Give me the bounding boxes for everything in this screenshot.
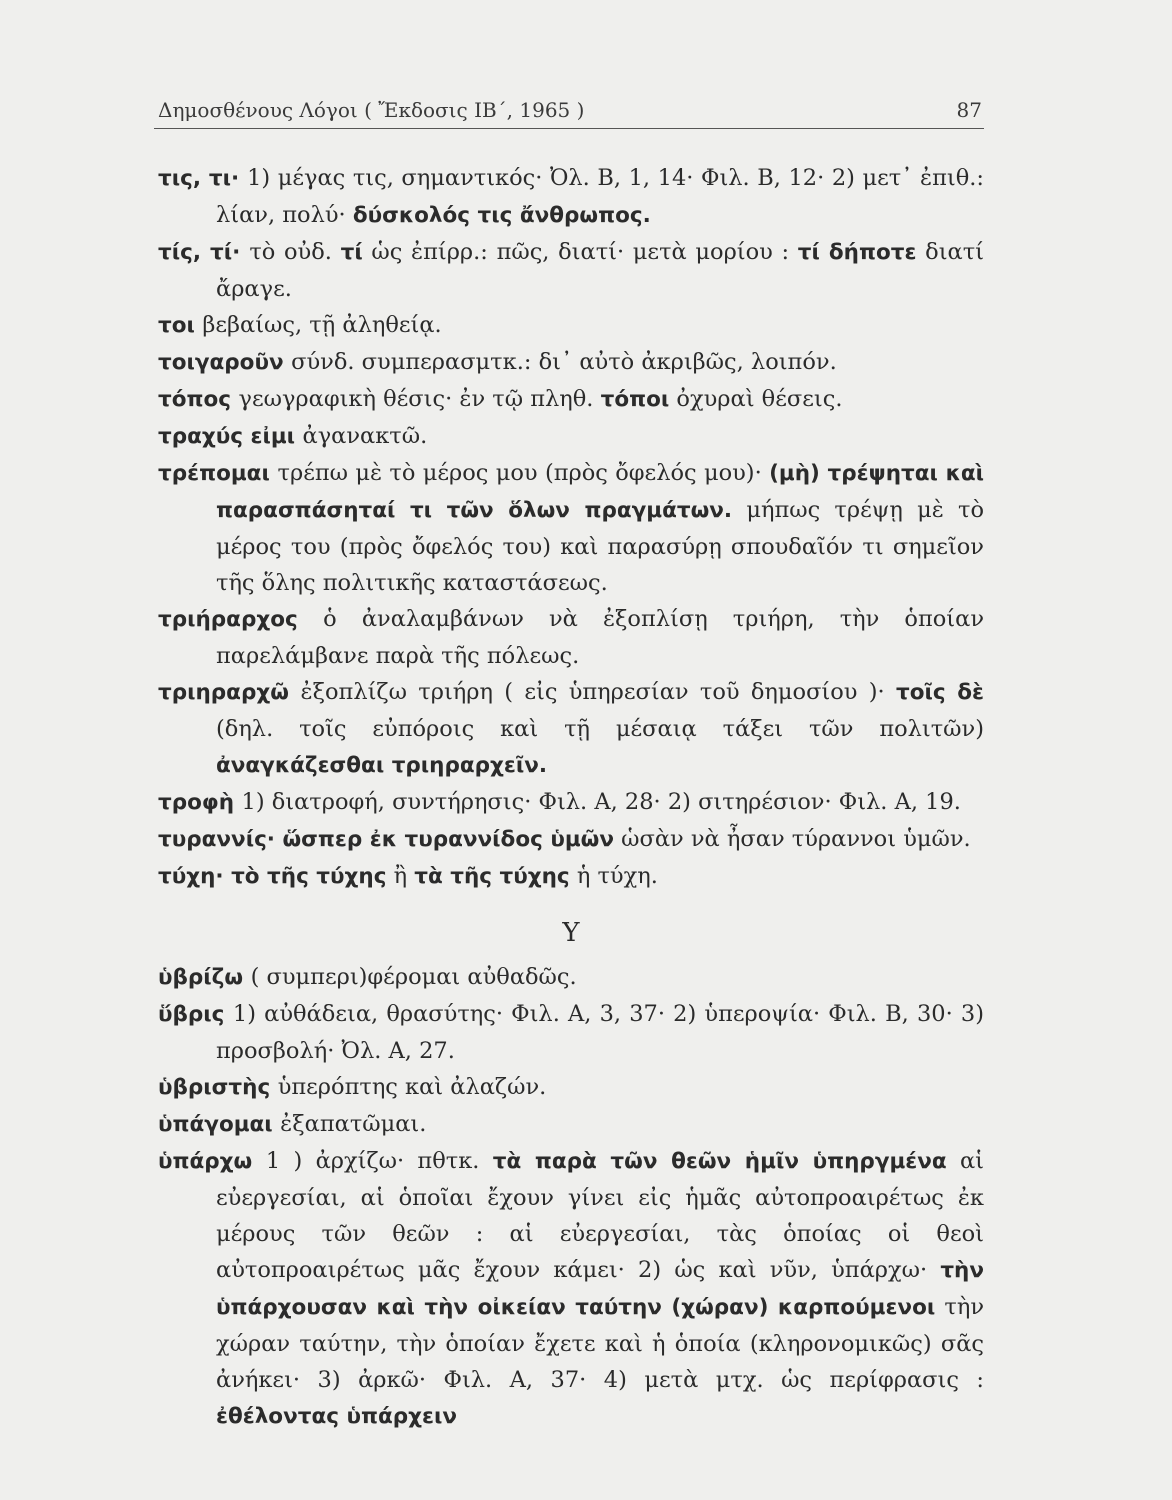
entry-tyche: τύχη· τὸ τῆς τύχης ἢ τὰ τῆς τύχης ἡ τύχη. <box>158 863 658 889</box>
glossary-body <box>158 160 984 1435</box>
entry-hybristes: ὑβριστὴς ὑπερόπτης καὶ ἀλαζών. <box>158 1074 547 1100</box>
running-head <box>158 98 982 122</box>
entry-hybris: ὕβρις 1) αὐθάδεια, θρασύτης· Φιλ. Α, 3, 37· 2) ὑπεροψία· Φιλ. Β, 30· 3) προσβολή· Ὀλ. Α, 27. <box>158 1001 984 1064</box>
header-rule <box>154 128 984 129</box>
entry-trepomai: τρέπομαι τρέπω μὲ τὸ μέρος μου (πρὸς ὄφελός μου)· (μὴ) τρέψηται καὶ παρασπάσηταί τι τῶν ὅλων πραγμάτων. μήπως τρέψῃ μὲ τὸ μέρος του (πρὸς ὄφελός του) καὶ παρασύρῃ σπουδαῖόν τι σημεῖον τῆς ὅλης πολιτικῆς καταστάσεως. <box>158 460 984 596</box>
entry-hyparcho: ὑπάρχω 1 ) ἀρχίζω· πθτκ. τὰ παρὰ τῶν θεῶν ἡμῖν ὑπηργμένα αἱ εὐεργεσίαι, αἱ ὁποῖαι ἔχουν γίνει εἰς ἡμᾶς αὐτοπροαιρέτως ἐκ μέρους τῶν θεῶν : αἱ εὐεργεσίαι, τὰς ὁποίας οἱ θεοὶ αὐτοπροαιρέτως μᾶς ἔχουν κάμει· 2) ὡς καὶ νῦν, ὑπάρχω· τὴν ὑπάρχουσαν καὶ τὴν οἰκείαν ταύτην (χώραν) καρπούμενοι τὴν χώραν ταύτην, τὴν ὁποίαν ἔχετε καὶ ἡ ὁποία (κληρονομικῶς) σᾶς ἀνήκει· 3) ἀρκῶ· Φιλ. Α, 37· 4) μετὰ μτχ. ὡς περίφρασις : ἐθέλοντας ὑπάρχειν <box>158 1148 984 1429</box>
entry-topos: τόπος γεωγραφικὴ θέσις· ἐν τῷ πληθ. τόποι ὀχυραὶ θέσεις. <box>158 386 843 412</box>
entry-tyrannis: τυραννίς· ὥσπερ ἐκ τυραννίδος ὑμῶν ὡσὰν νὰ ἦσαν τύραννοι ὑμῶν. <box>158 826 971 852</box>
section-letter-upsilon: Υ <box>562 918 580 948</box>
entry-trierarcho: τριηραρχῶ ἐξοπλίζω τριήρη ( εἰς ὑπηρεσίαν τοῦ δημοσίου )· τοῖς δὲ (δηλ. τοῖς εὐπόροις καὶ τῇ μέσαιᾳ τάξει τῶν πολιτῶν) ἀναγκάζεσθαι τριηραρχεῖν. <box>158 679 985 778</box>
entry-trachys: τραχύς εἰμι ἀγανακτῶ. <box>158 423 428 449</box>
entry-hypagomai: ὑπάγομαι ἐξαπατῶμαι. <box>158 1111 427 1137</box>
entry-trophe: τροφὴ 1) διατροφή, συντήρησις· Φιλ. Α, 28· 2) σιτηρέσιον· Φιλ. Α, 19. <box>158 789 961 815</box>
entry-tis-interrogative: τίς, τί· τὸ οὐδ. τί ὡς ἐπίρρ.: πῶς, διατί· μετὰ μορίου : τί δήποτε διατί ἄραγε. <box>158 239 984 302</box>
entry-hybrizo: ὑβρίζω ( συμπερι)φέρομαι αὐθαδῶς. <box>158 964 577 990</box>
entry-toi: τοι βεβαίως, τῇ ἀληθείᾳ. <box>158 312 442 338</box>
header-title: Δημοσθένους Λόγοι ( Ἔκδοσις ΙΒ΄, 1965 ) <box>158 98 585 122</box>
entry-tis: τις, τι· 1) μέγας τις, σημαντικός· Ὀλ. Β, 1, 14· Φιλ. Β, 12· 2) μετ᾽ ἐπιθ.: λίαν, πολύ· δύσκολός τις ἄνθρωπος. <box>158 165 984 228</box>
entry-trierarchos: τριήραρχος ὁ ἀναλαμβάνων νὰ ἐξοπλίσῃ τριήρη, τὴν ὁποίαν παρελάμβανε παρὰ τῆς πόλεως. <box>158 606 984 669</box>
page-number: 87 <box>956 98 982 122</box>
entry-toigaroun: τοιγαροῦν σύνδ. συμπερασμτκ.: δι᾽ αὐτὸ ἀκριβῶς, λοιπόν. <box>158 349 837 375</box>
